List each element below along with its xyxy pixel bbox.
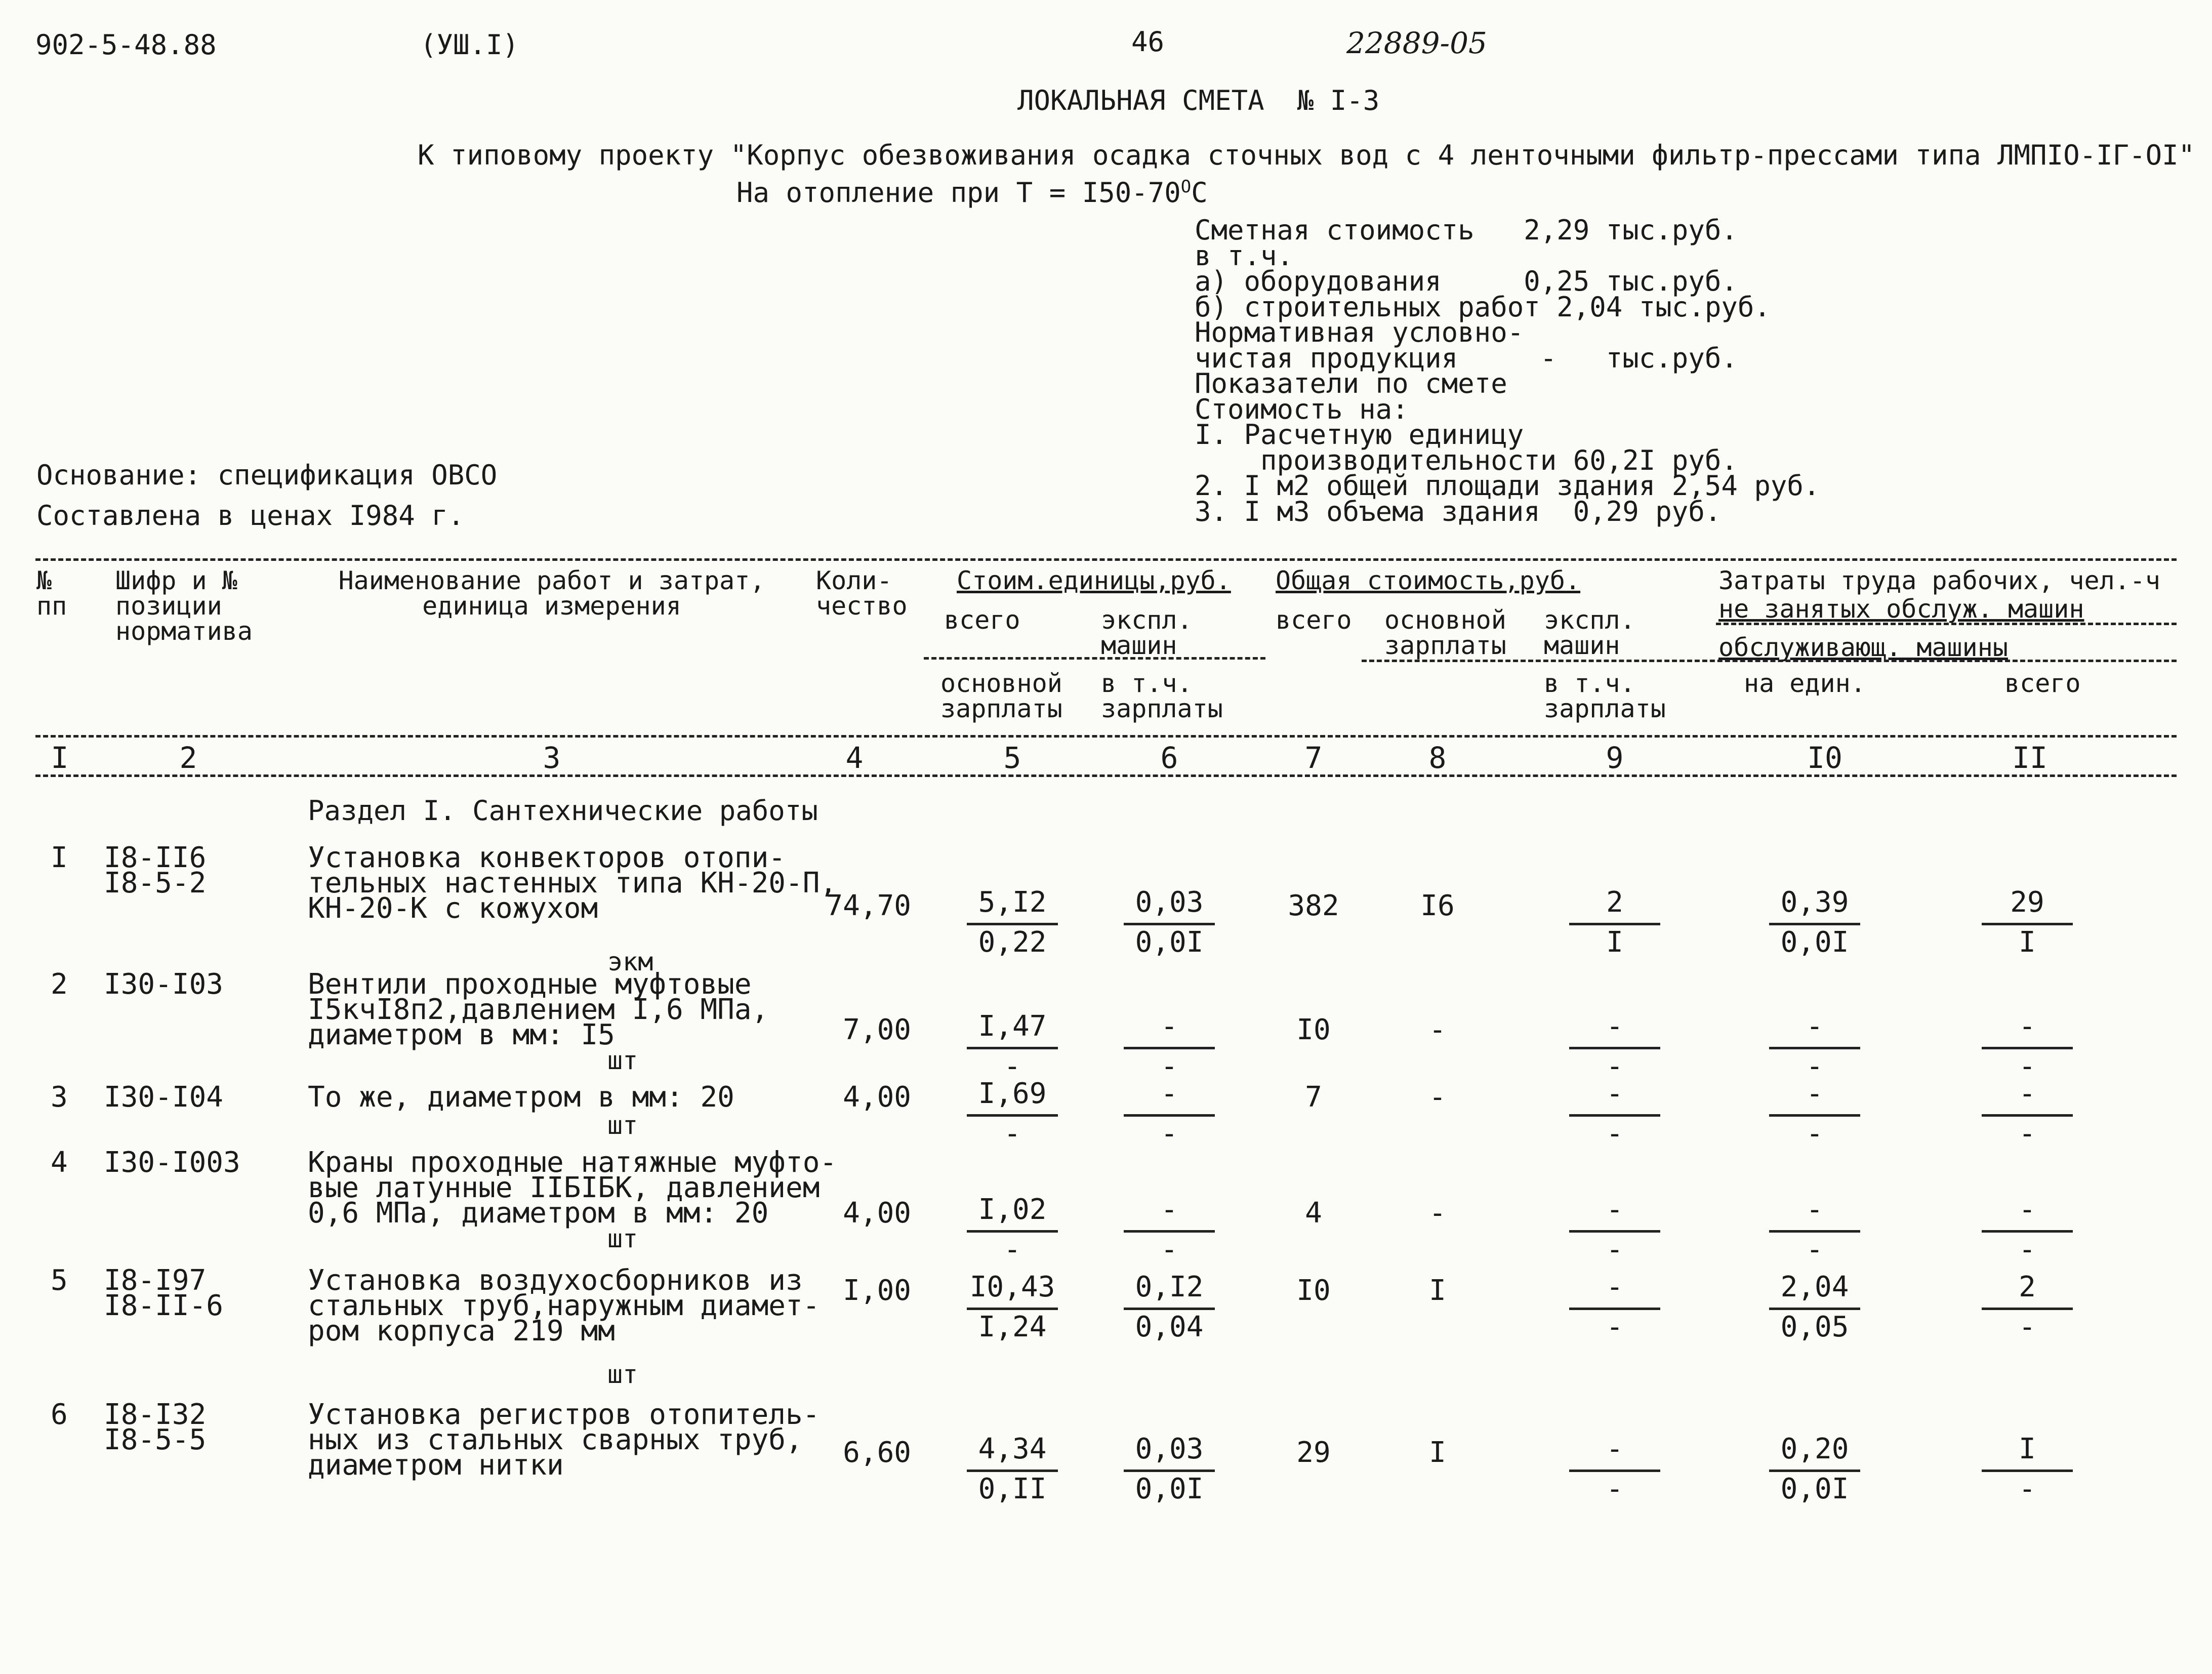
column-number: 8 (1428, 741, 1447, 775)
fraction-bar (1982, 923, 2073, 925)
summary-line: Нормативная условно- (1195, 316, 1524, 348)
header-code: Шифр и № позиции норматива (115, 566, 253, 646)
denominator: - (1004, 1233, 1021, 1266)
summary-line: б) строительных работ 2,04 тыс.руб. (1195, 291, 1771, 323)
norm-code: I8-I97 I8-II-6 (104, 1264, 224, 1322)
fraction-bar (967, 1114, 1058, 1117)
denominator: - (2019, 1050, 2036, 1083)
fraction-value (1124, 1012, 1215, 1085)
page-number: 46 (1131, 26, 1165, 58)
denominator: - (1606, 1473, 1623, 1505)
quantity: I,00 (843, 1274, 911, 1307)
fraction-bar (1569, 1469, 1660, 1472)
denominator: - (1806, 1117, 1823, 1150)
unit-of-measure: шт (607, 1360, 638, 1389)
fraction-bar (1769, 1047, 1860, 1049)
numerator: 5,I2 (978, 886, 1047, 919)
fraction-value (1982, 1012, 2073, 1085)
denominator: 0,05 (1780, 1311, 1849, 1343)
denominator: 0,22 (978, 926, 1047, 959)
fraction-value (1124, 1193, 1215, 1268)
fraction-bar (1124, 1308, 1215, 1310)
numerator: 0,20 (1780, 1433, 1849, 1465)
fraction-value (1982, 1193, 2073, 1268)
row-number: I (51, 841, 68, 874)
fraction-bar (1569, 1308, 1660, 1310)
fraction-bar (1569, 923, 1660, 925)
column-number: 9 (1606, 741, 1624, 775)
header-quantity: Коли- чество (816, 566, 908, 621)
denominator: - (1606, 1233, 1623, 1266)
denominator: - (1161, 1117, 1178, 1150)
header-row-number: № пп (36, 566, 67, 621)
numerator: - (1806, 1193, 1823, 1226)
unit-of-measure: шт (607, 1224, 638, 1253)
fraction-bar (1124, 923, 1215, 925)
column-number: 6 (1160, 741, 1178, 775)
denominator: I (1606, 926, 1623, 959)
fraction-value (1982, 1435, 2073, 1507)
fraction-value (1124, 888, 1215, 961)
work-name: Установка конвекторов отопи- тельных настенных типа КН-20-П, КН-20-К с кожухом (308, 841, 837, 925)
section-title: Раздел I. Сантехнические работы (308, 795, 818, 827)
denominator: - (1004, 1117, 1021, 1150)
heating-subtitle: На отопление при $Т = I50-70^OС$ (736, 177, 1208, 209)
header-c8: основной зарплаты (1384, 605, 1506, 660)
fraction-bar (1982, 1047, 2073, 1049)
header-c5-top: всего (944, 605, 1020, 635)
fraction-value (1569, 1012, 1660, 1085)
header-total-cost: Общая стоимость,руб. (1276, 566, 1581, 595)
work-name: Вентили проходные муфтовые I5кчI8п2,давлением I,6 МПа, диаметром в мм: I5 (308, 968, 769, 1051)
row-number: 4 (51, 1146, 68, 1179)
fraction-value (1769, 1193, 1860, 1268)
header-c6-top: экспл. машин (1101, 605, 1193, 660)
numerator: I (2019, 1433, 2036, 1465)
table-top-rule (35, 558, 2177, 561)
summary-line: 2. I м2 общей площади здания 2,54 руб. (1195, 470, 1820, 502)
numerator: - (1606, 1077, 1623, 1110)
unit-of-measure: шт (607, 1111, 638, 1140)
prices-year-line: Составлена в ценах I984 г. (36, 500, 465, 532)
total-cost: I0 (1296, 1274, 1331, 1307)
denominator: I,24 (978, 1311, 1047, 1343)
numerator: 0,I2 (1135, 1271, 1204, 1303)
header-c5-bot: основной зарплаты (940, 669, 1062, 723)
fraction-value (1569, 1435, 1660, 1507)
denominator: 0,04 (1135, 1311, 1204, 1343)
denominator: - (2019, 1311, 2036, 1343)
column-number: I0 (1807, 741, 1842, 775)
row-number: 5 (51, 1264, 68, 1297)
norm-code: I30-I04 (104, 1081, 224, 1114)
numerator: 2 (2019, 1271, 2036, 1303)
denominator: 0,0I (1780, 1473, 1849, 1505)
fraction-bar (1124, 1047, 1215, 1049)
album-number: (УШ.I) (420, 29, 519, 61)
handwritten-number: 22889-05 (1346, 26, 1487, 60)
page-title: ЛОКАЛЬНАЯ СМЕТА № I-3 (1017, 85, 1380, 116)
denominator: - (1161, 1233, 1178, 1266)
denominator: 0,0I (1135, 926, 1204, 959)
total-cost: I0 (1296, 1013, 1331, 1046)
header-labor-sub1: не занятых обслуж. машин (1718, 594, 2084, 624)
numerator: - (2019, 1077, 2036, 1110)
numerator: - (1806, 1010, 1823, 1043)
header-c7: всего (1276, 605, 1352, 635)
column-number: II (2012, 741, 2047, 775)
numerator: - (1161, 1193, 1178, 1226)
fraction-value (967, 1077, 1058, 1152)
work-name: То же, диаметром в мм: 20 (308, 1081, 734, 1114)
fraction-value (1124, 1077, 1215, 1152)
denominator: - (1806, 1233, 1823, 1266)
summary-line: в т.ч. (1195, 239, 1294, 272)
basis-line: Основание: спецификация ОВСО (36, 459, 498, 491)
fraction-bar (967, 923, 1058, 925)
numerator: 0,03 (1135, 1433, 1204, 1465)
numerator: I,02 (978, 1193, 1047, 1226)
fraction-value (1769, 1435, 1860, 1507)
fraction-value (967, 888, 1058, 961)
denominator: - (1606, 1311, 1623, 1343)
numerator: 29 (2010, 886, 2044, 919)
fraction-value (1124, 1435, 1215, 1507)
numerator: - (1606, 1010, 1623, 1043)
numerator: 2,04 (1780, 1271, 1849, 1303)
header-labor-sub2: обслуживающ. машины (1718, 633, 2008, 662)
fraction-value (967, 1012, 1058, 1085)
header-c6-bot: в т.ч. зарплаты (1101, 669, 1223, 723)
numerator: - (1161, 1077, 1178, 1110)
fraction-value (1769, 1273, 1860, 1345)
denominator: - (1806, 1050, 1823, 1083)
summary-line: I. Расчетную единицу (1195, 419, 1524, 451)
fraction-bar (1569, 1047, 1660, 1049)
header-c9-bot: в т.ч. зарплаты (1544, 669, 1666, 723)
fraction-bar (967, 1469, 1058, 1472)
fraction-bar (1569, 1114, 1660, 1117)
quantity: 4,00 (843, 1197, 911, 1230)
fraction-value (1982, 888, 2073, 961)
fraction-bar (967, 1047, 1058, 1049)
total-wages: - (1429, 1013, 1446, 1046)
norm-code: I8-II6 I8-5-2 (104, 841, 207, 900)
fraction-value (1569, 888, 1660, 961)
fraction-bar (1769, 923, 1860, 925)
row-number: 2 (51, 968, 68, 1001)
denominator: - (2019, 1233, 2036, 1266)
numerator: - (1606, 1271, 1623, 1303)
total-cost: 4 (1305, 1197, 1322, 1230)
total-cost: 29 (1296, 1436, 1331, 1469)
header-bottom-rule (35, 735, 2177, 738)
unit-of-measure: шт (607, 1046, 638, 1075)
fraction-value (1569, 1193, 1660, 1268)
total-cost: 382 (1288, 889, 1339, 922)
fraction-bar (1769, 1114, 1860, 1117)
quantity: 4,00 (843, 1081, 911, 1114)
numerator: - (1606, 1433, 1623, 1465)
numerator: - (1161, 1010, 1178, 1043)
total-wages: - (1429, 1197, 1446, 1230)
denominator: - (1004, 1050, 1021, 1083)
fraction-bar (1124, 1230, 1215, 1233)
project-subtitle: К типовому проекту "Корпус обезвоживания осадка сточных вод с 4 ленточными фильтр-прессами типа ЛМПIO-IГ-OI" (418, 139, 2195, 171)
fraction-bar (1982, 1114, 2073, 1117)
unit-of-measure: экм (607, 947, 653, 976)
numerator: 2 (1606, 886, 1623, 919)
fraction-value (1769, 888, 1860, 961)
column-number: 5 (1003, 741, 1021, 775)
total-cost: 7 (1305, 1081, 1322, 1114)
summary-line: чистая продукция - тыс.руб. (1195, 342, 1738, 374)
column-number: I (51, 741, 69, 775)
cost-summary (1195, 214, 1820, 527)
fraction-value (1569, 1273, 1660, 1345)
denominator: 0,0I (1135, 1473, 1204, 1505)
fraction-value (1569, 1077, 1660, 1152)
total-wages: I6 (1420, 889, 1455, 922)
fraction-value (967, 1193, 1058, 1268)
fraction-bar (967, 1308, 1058, 1310)
numerator: - (1606, 1193, 1623, 1226)
fraction-value (1982, 1273, 2073, 1345)
work-name: Установка регистров отопитель- ных из стальных сварных труб, диаметром нитки (308, 1398, 820, 1482)
numerator: - (2019, 1193, 2036, 1226)
denominator: - (1161, 1050, 1178, 1083)
row-number: 3 (51, 1081, 68, 1114)
fraction-bar (1124, 1114, 1215, 1117)
denominator: 0,II (978, 1473, 1047, 1505)
work-name: Краны проходные натяжные муфто- вые латунные IIБIБК, давлением 0,6 МПа, диаметром в мм: 20 (308, 1146, 837, 1230)
summary-line: Показатели по смете (1195, 368, 1507, 399)
total-wages: I (1429, 1436, 1446, 1469)
fraction-value (1124, 1273, 1215, 1345)
norm-code: I30-I03 (104, 968, 224, 1001)
document-code: 902-5-48.88 (35, 29, 217, 61)
norm-code: I8-I32 I8-5-5 (104, 1398, 207, 1456)
fraction-value (967, 1435, 1058, 1507)
denominator: - (1606, 1050, 1623, 1083)
numerator: 0,39 (1780, 886, 1849, 919)
fraction-bar (1982, 1469, 2073, 1472)
column-number-rule (35, 774, 2177, 777)
header-unit-cost: Стоим.единицы,руб. (957, 566, 1231, 595)
denominator: 0,0I (1780, 926, 1849, 959)
summary-line: Стоимость на: (1195, 393, 1409, 425)
column-number: 7 (1304, 741, 1323, 775)
summary-line: 3. I м3 объема здания 0,29 руб. (1195, 495, 1722, 527)
header-work-name: Наименование работ и затрат, единица измерения (338, 566, 765, 621)
header-rule (924, 657, 1265, 660)
row-number: 6 (51, 1398, 68, 1431)
work-name: Установка воздухосборников из стальных труб,наружным диамет- ром корпуса 219 мм (308, 1264, 820, 1348)
denominator: I (2019, 926, 2036, 959)
fraction-bar (1769, 1308, 1860, 1310)
total-wages: I (1429, 1274, 1446, 1307)
column-number: 3 (543, 741, 561, 775)
column-number: 2 (179, 741, 197, 775)
quantity: 7,00 (843, 1013, 911, 1046)
numerator: - (2019, 1010, 2036, 1043)
numerator: I,69 (978, 1077, 1047, 1110)
norm-code: I30-I003 (104, 1146, 240, 1179)
fraction-bar (1569, 1230, 1660, 1233)
fraction-bar (1769, 1469, 1860, 1472)
denominator: - (1606, 1117, 1623, 1150)
total-wages: - (1429, 1081, 1446, 1114)
header-c10: на един. (1744, 669, 1866, 698)
numerator: - (1806, 1077, 1823, 1110)
fraction-value (1769, 1012, 1860, 1085)
fraction-bar (1769, 1230, 1860, 1233)
summary-line: а) оборудования 0,25 тыс.руб. (1195, 265, 1738, 297)
fraction-bar (1982, 1308, 2073, 1310)
summary-line: производительности 60,2I руб. (1195, 444, 1738, 476)
header-c9-top: экспл. машин (1544, 605, 1635, 660)
numerator: I0,43 (969, 1271, 1055, 1303)
fraction-bar (967, 1230, 1058, 1233)
fraction-bar (1124, 1469, 1215, 1472)
quantity: 6,60 (843, 1436, 911, 1469)
header-labor: Затраты труда рабочих, чел.-ч (1718, 566, 2160, 595)
fraction-value (1769, 1077, 1860, 1152)
summary-line: Сметная стоимость 2,29 тыс.руб. (1195, 214, 1738, 246)
fraction-value (967, 1273, 1058, 1345)
header-c11: всего (2004, 669, 2081, 698)
denominator: - (2019, 1117, 2036, 1150)
denominator: - (2019, 1473, 2036, 1505)
quantity: 74,70 (826, 889, 911, 922)
fraction-value (1982, 1077, 2073, 1152)
column-number: 4 (845, 741, 864, 775)
fraction-bar (1982, 1230, 2073, 1233)
numerator: 0,03 (1135, 886, 1204, 919)
numerator: 4,34 (978, 1433, 1047, 1465)
numerator: I,47 (978, 1010, 1047, 1043)
